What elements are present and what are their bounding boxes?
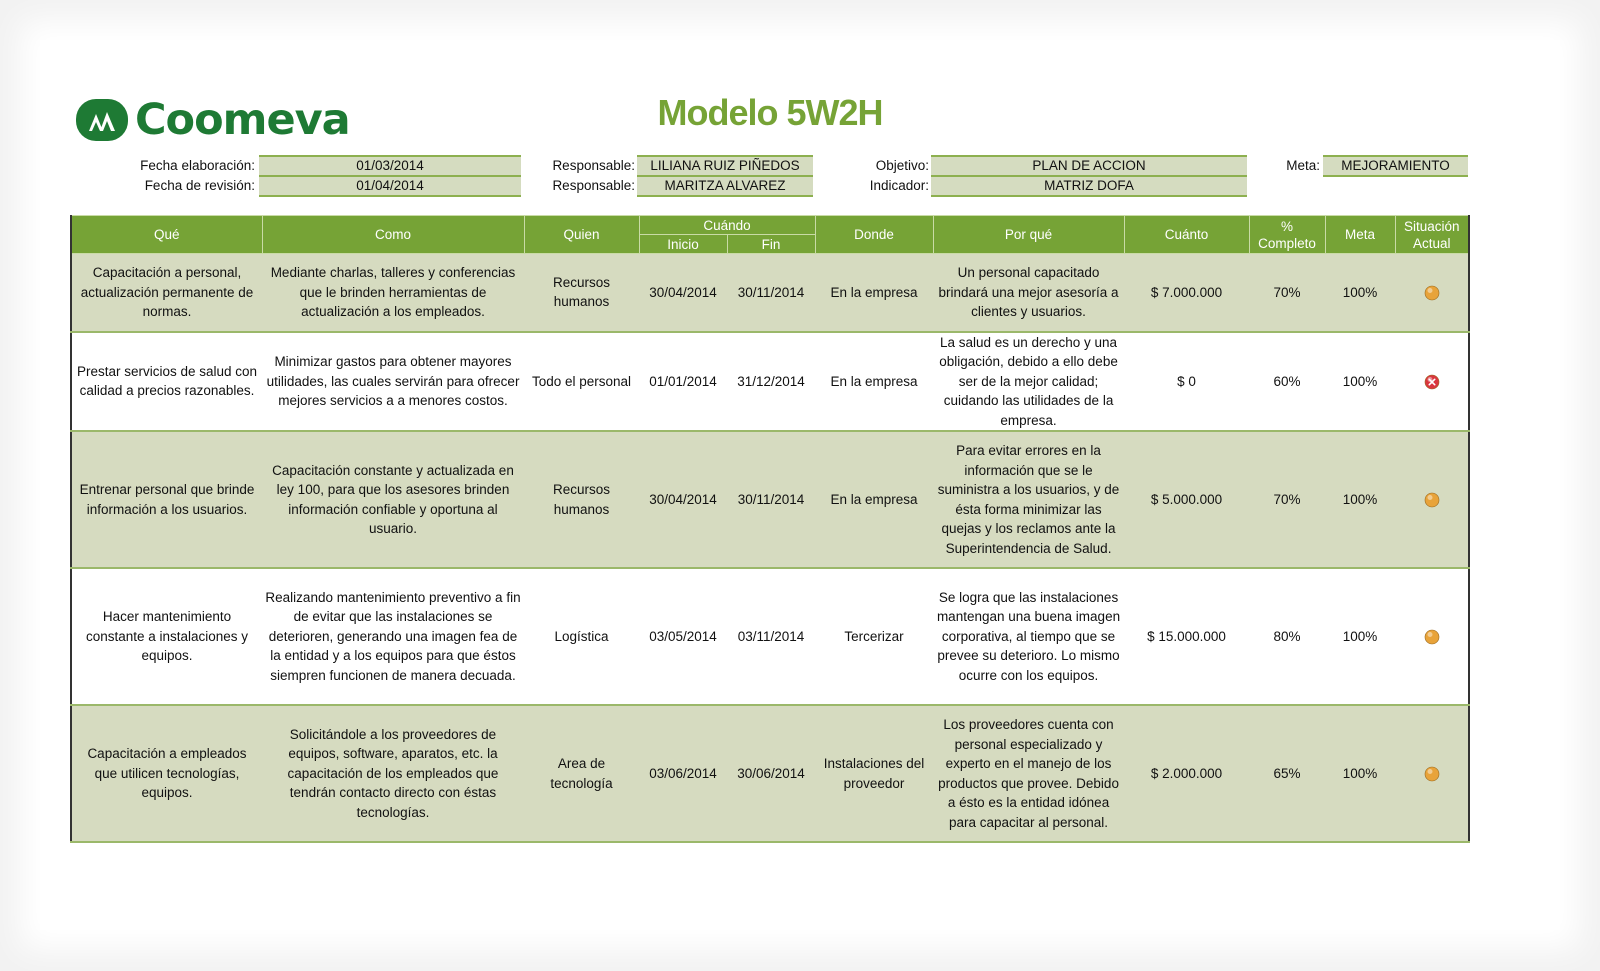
- cell-meta: 100%: [1325, 568, 1395, 705]
- header-por-que: Por qué: [933, 216, 1124, 254]
- meta-value: MEJORAMIENTO: [1323, 155, 1468, 177]
- indicador-value: MATRIZ DOFA: [931, 175, 1247, 197]
- orange-circle-icon: [1424, 629, 1440, 645]
- cell-meta: 100%: [1325, 705, 1395, 842]
- cell-inicio: 30/04/2014: [639, 431, 727, 568]
- cell-cuanto: $ 7.000.000: [1124, 254, 1249, 332]
- cell-fin: 30/11/2014: [727, 431, 815, 568]
- cell-donde: Instalaciones del proveedor: [815, 705, 933, 842]
- responsable-2-value: MARITZA ALVAREZ: [637, 175, 813, 197]
- cell-quien: Area de tecnología: [524, 705, 639, 842]
- cell-completo: 65%: [1249, 705, 1325, 842]
- cell-donde: En la empresa: [815, 431, 933, 568]
- cell-completo: 80%: [1249, 568, 1325, 705]
- cell-fin: 03/11/2014: [727, 568, 815, 705]
- cell-situacion: [1395, 568, 1469, 705]
- cell-donde: Tercerizar: [815, 568, 933, 705]
- fecha-elaboracion-value: 01/03/2014: [259, 155, 521, 177]
- cell-inicio: 30/04/2014: [639, 254, 727, 332]
- cell-fin: 31/12/2014: [727, 332, 815, 432]
- cell-cuanto: $ 0: [1124, 332, 1249, 432]
- cell-que: Hacer mantenimiento constante a instalaciones y equipos.: [71, 568, 262, 705]
- cell-que: Capacitación a empleados que utilicen tecnologías, equipos.: [71, 705, 262, 842]
- fecha-revision-value: 01/04/2014: [259, 175, 521, 197]
- cell-por-que: Los proveedores cuenta con personal especializado y experto en el manejo de los productos que provee. Debido a ésto es la entidad idónea para capacitar al personal.: [933, 705, 1124, 842]
- header-donde: Donde: [815, 216, 933, 254]
- cell-meta: 100%: [1325, 254, 1395, 332]
- cell-inicio: 01/01/2014: [639, 332, 727, 432]
- cell-inicio: 03/06/2014: [639, 705, 727, 842]
- header-completo: [1249, 216, 1325, 254]
- table-row: [71, 431, 1469, 568]
- header-situacion-line-1: Situación: [1403, 218, 1460, 234]
- responsable-2-label: Responsable:: [552, 178, 635, 193]
- cell-como: Solicitándole a los proveedores de equipos, software, aparatos, etc. la capacitación de los empleados que tendrán contacto directo con éstas tecnologías.: [262, 705, 524, 842]
- cell-que: Prestar servicios de salud con calidad a precios razonables.: [71, 332, 262, 432]
- cell-completo: 60%: [1249, 332, 1325, 432]
- header-meta: Meta: [1325, 216, 1395, 254]
- cell-situacion: [1395, 332, 1469, 432]
- cell-quien: Recursos humanos: [524, 431, 639, 568]
- coomeva-wordmark: Coomeva: [135, 95, 350, 145]
- cell-meta: 100%: [1325, 431, 1395, 568]
- orange-circle-icon: [1424, 285, 1440, 301]
- objetivo-value: PLAN DE ACCION: [931, 155, 1247, 177]
- cell-situacion: [1395, 705, 1469, 842]
- cell-quien: Recursos humanos: [524, 254, 639, 332]
- header-situacion-line-2: Actual: [1413, 235, 1451, 251]
- responsable-1-label: Responsable:: [552, 158, 635, 173]
- cell-donde: En la empresa: [815, 254, 933, 332]
- cell-como: Capacitación constante y actualizada en ley 100, para que los asesores brinden información confiable y oportuna al usuario.: [262, 431, 524, 568]
- header-situacion: [1395, 216, 1469, 254]
- cell-que: Capacitación a personal, actualización permanente de normas.: [71, 254, 262, 332]
- header-completo-line-1: %: [1281, 218, 1294, 234]
- table-row: [71, 332, 1469, 432]
- cell-inicio: 03/05/2014: [639, 568, 727, 705]
- table-row: [71, 568, 1469, 705]
- cell-cuanto: $ 5.000.000: [1124, 431, 1249, 568]
- cell-situacion: [1395, 254, 1469, 332]
- cell-por-que: Un personal capacitado brindará una mejor asesoría a clientes y usuarios.: [933, 254, 1124, 332]
- cell-como: Realizando mantenimiento preventivo a fin de evitar que las instalaciones se deterioren, generando una imagen fea de la entidad y a los equipos para que éstos siempren funcionen de manera decuada.: [262, 568, 524, 705]
- coomeva-logo: [75, 95, 350, 145]
- responsable-1-value: LILIANA RUIZ PIÑEDOS: [637, 155, 813, 177]
- table-row: [71, 254, 1469, 332]
- header-inicio: Inicio: [639, 235, 727, 254]
- orange-circle-icon: [1424, 492, 1440, 508]
- cell-como: Mediante charlas, talleres y conferencias que le brinden herramientas de actualización a los empleados.: [262, 254, 524, 332]
- meta-label: Meta:: [1286, 158, 1320, 173]
- 5w2h-table: [70, 215, 1470, 843]
- header-fin: Fin: [727, 235, 815, 254]
- cell-por-que: Se logra que las instalaciones mantengan una buena imagen corporativa, al tiempo que se prevee su deterioro. Lo mismo ocurre con los equipos.: [933, 568, 1124, 705]
- fecha-elaboracion-label: Fecha elaboración:: [140, 158, 255, 173]
- cell-cuanto: $ 2.000.000: [1124, 705, 1249, 842]
- header-cuando: Cuándo: [639, 216, 815, 235]
- table-row: [71, 705, 1469, 842]
- cell-quien: Todo el personal: [524, 332, 639, 432]
- red-x-circle-icon: [1424, 374, 1440, 390]
- cell-por-que: La salud es un derecho y una obligación, debido a ello debe ser de la mejor calidad; cuidando las utilidades de la empresa.: [933, 332, 1124, 432]
- cell-meta: 100%: [1325, 332, 1395, 432]
- header-que: Qué: [71, 216, 262, 254]
- coomeva-tree-icon: [75, 98, 129, 142]
- indicador-label: Indicador:: [869, 178, 929, 193]
- cell-fin: 30/06/2014: [727, 705, 815, 842]
- fecha-revision-label: Fecha de revisión:: [144, 178, 255, 193]
- header-como: Como: [262, 216, 524, 254]
- cell-completo: 70%: [1249, 431, 1325, 568]
- cell-situacion: [1395, 431, 1469, 568]
- header-quien: Quien: [524, 216, 639, 254]
- header-completo-line-2: Completo: [1258, 235, 1316, 251]
- page-title: Modelo 5W2H: [657, 92, 883, 133]
- header-cuanto: Cuánto: [1124, 216, 1249, 254]
- cell-quien: Logística: [524, 568, 639, 705]
- cell-que: Entrenar personal que brinde información a los usuarios.: [71, 431, 262, 568]
- orange-circle-icon: [1424, 766, 1440, 782]
- cell-completo: 70%: [1249, 254, 1325, 332]
- cell-por-que: Para evitar errores en la información que se le suministra a los usuarios, y de ésta forma minimizar las quejas y los reclamos ante la Superintendencia de Salud.: [933, 431, 1124, 568]
- cell-como: Minimizar gastos para obtener mayores utilidades, las cuales servirán para ofrecer mejores servicios a a menores costos.: [262, 332, 524, 432]
- cell-donde: En la empresa: [815, 332, 933, 432]
- cell-fin: 30/11/2014: [727, 254, 815, 332]
- objetivo-label: Objetivo:: [875, 158, 929, 173]
- cell-cuanto: $ 15.000.000: [1124, 568, 1249, 705]
